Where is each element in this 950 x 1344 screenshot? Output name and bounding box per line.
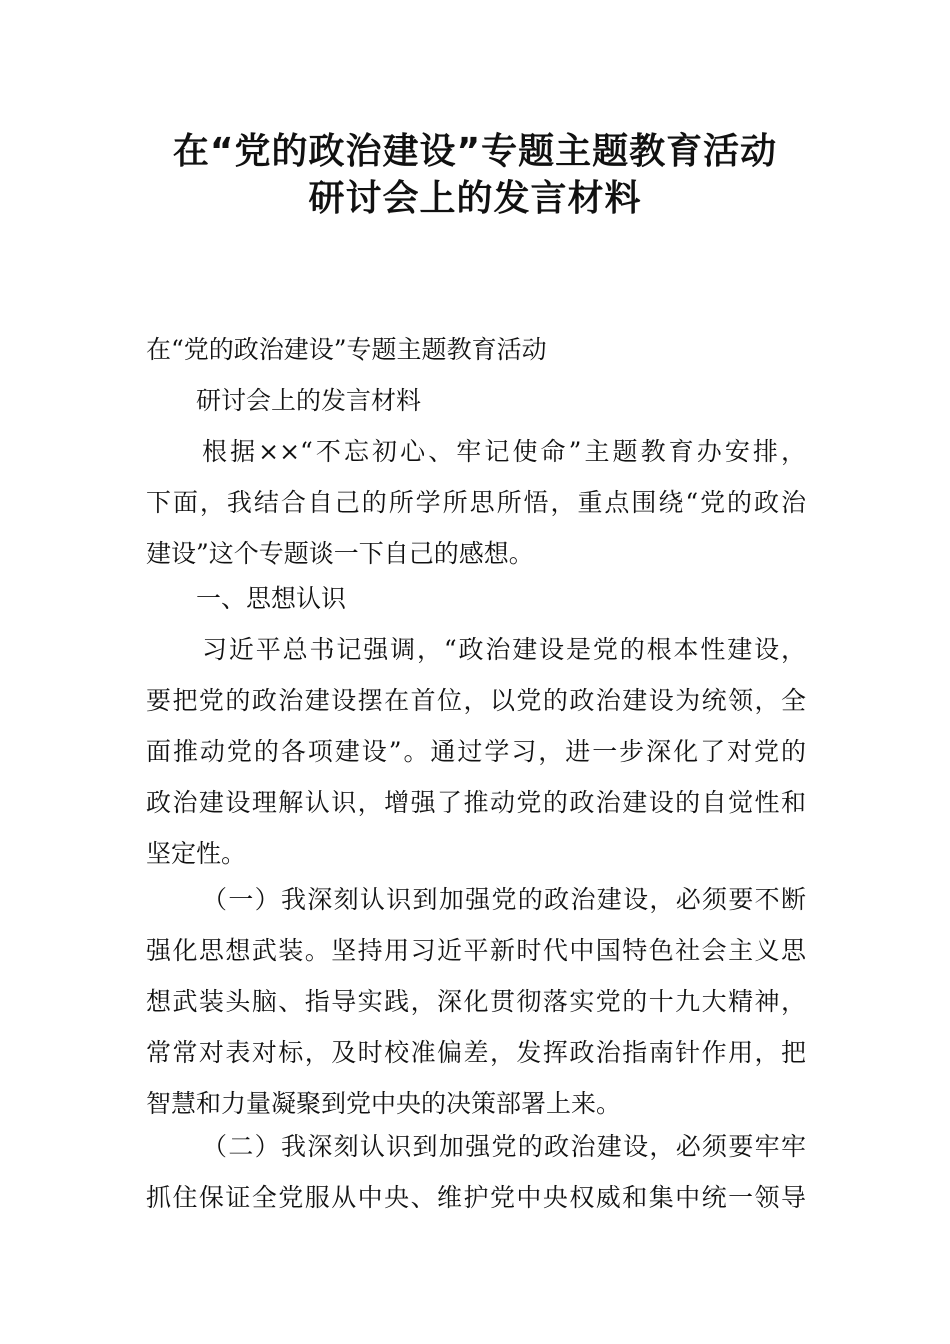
body-line: 建设”这个专题谈一下自己的感想。	[146, 539, 534, 568]
body-line: 面推动党的各项建设”。通过学习，进一步深化了对党的	[146, 737, 806, 766]
body-line: 要把党的政治建设摆在首位，以党的政治建设为统领，全	[146, 686, 806, 715]
body-line: （一）我深刻认识到加强党的政治建设，必须要不断	[202, 885, 806, 914]
body-line: 政治建设理解认识，增强了推动党的政治建设的自觉性和	[146, 788, 806, 817]
body-line: 想武装头脑、指导实践，深化贯彻落实党的十九大精神，	[146, 987, 806, 1016]
paragraph-thought	[146, 624, 806, 879]
body-line: 常常对表对标，及时校准偏差，发挥政治指南针作用，把	[146, 1038, 806, 1067]
body-line: 智慧和力量凝聚到党中央的决策部署上来。	[146, 1089, 622, 1118]
body-line: 坚定性。	[146, 839, 247, 868]
body-line: 根据××“不忘初心、牢记使命”主题教育办安排，	[202, 437, 806, 466]
body-line: 下面，我结合自己的所学所思所悟，重点围绕“党的政治	[146, 488, 806, 517]
section-heading	[146, 573, 806, 624]
body-line: （二）我深刻认识到加强党的政治建设，必须要牢牢	[202, 1132, 806, 1161]
body-line: 强化思想武装。坚持用习近平新时代中国特色社会主义思	[146, 936, 806, 965]
paragraph-point-2	[146, 1121, 806, 1223]
body-line: 研讨会上的发言材料	[196, 386, 422, 415]
body-line: 一、思想认识	[196, 584, 347, 613]
paragraph-point-1	[146, 874, 806, 1129]
body-line: 在“党的政治建设”专题主题教育活动	[146, 335, 547, 364]
body-line: 抓住保证全党服从中央、维护党中央权威和集中统一领导	[146, 1183, 806, 1212]
document-title-line-2: 研讨会上的发言材料	[308, 178, 642, 219]
body-line: 习近平总书记强调，“政治建设是党的根本性建设，	[202, 635, 806, 664]
body-block-heading	[146, 324, 806, 426]
document-title-line-1: 在“党的政治建设”专题主题教育活动	[172, 131, 778, 172]
paragraph-intro	[146, 426, 806, 579]
